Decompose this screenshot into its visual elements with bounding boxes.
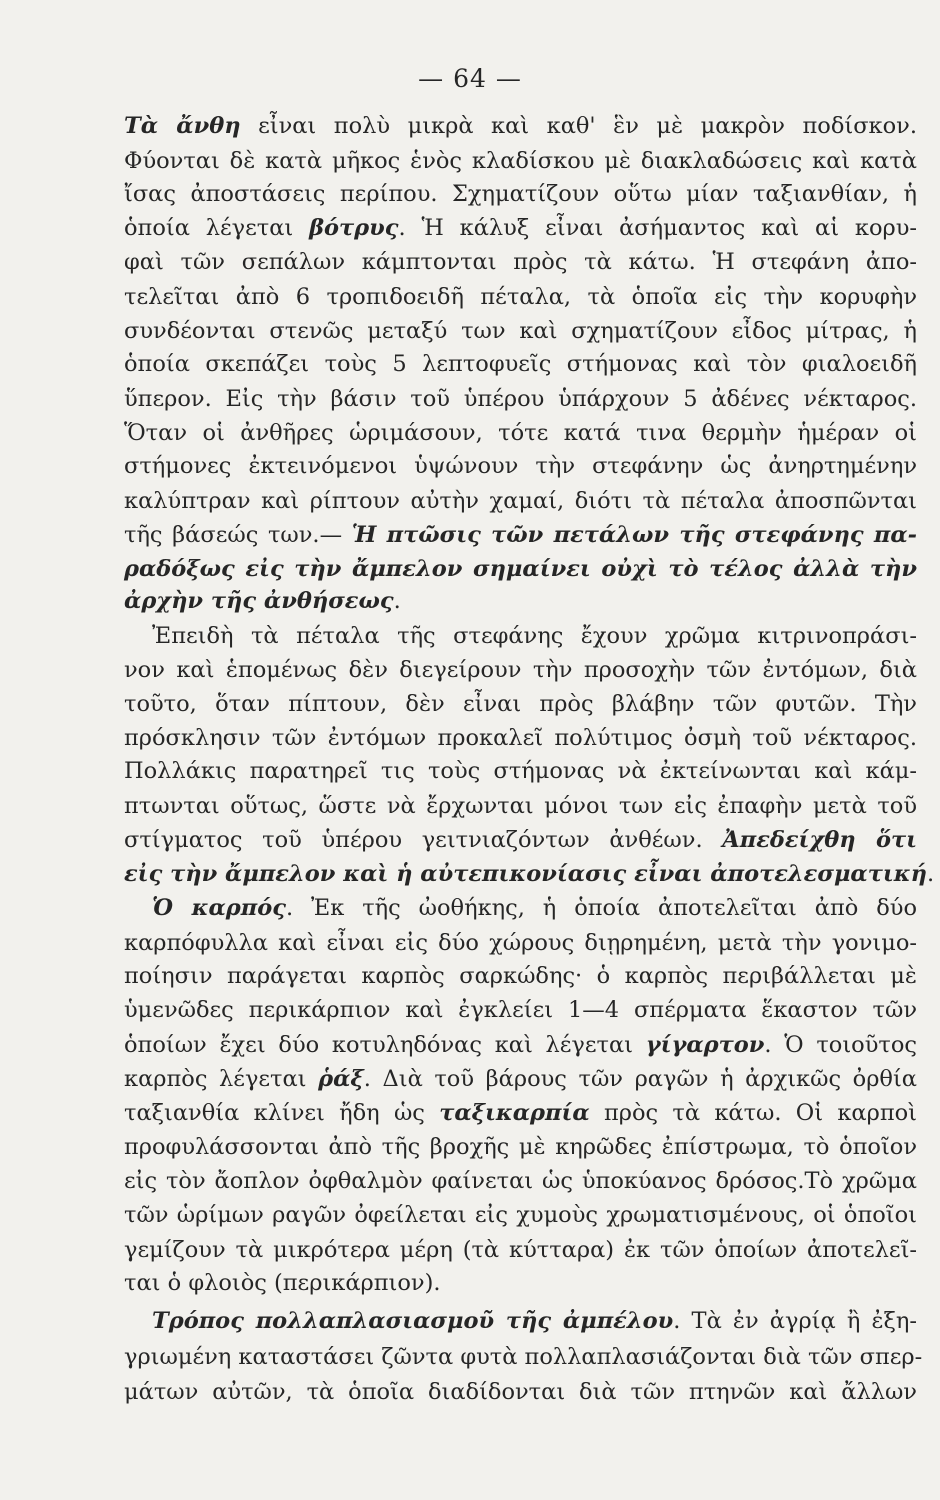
text-run: ποίησιν παράγεται καρπὸς σαρκώδης· ὁ καρπὸς περιβάλλεται μὲ bbox=[124, 963, 917, 989]
text-line bbox=[152, 622, 917, 652]
text-run: Ἐπειδὴ τὰ πέταλα τῆς στεφάνης ἔχουν χρῶμα κιτρινοπράσι- bbox=[152, 623, 917, 649]
emphasized-term: Ἀπεδείχθη ὅτι bbox=[722, 827, 917, 853]
text-run: πρόσκλησιν τῶν ἐντόμων προκαλεῖ πολύτιμος ὀσμὴ τοῦ νέκταρος. bbox=[124, 725, 917, 751]
text-run: πτωνται οὕτως, ὥστε νὰ ἔρχωνται μόνοι των εἰς ἐπαφὴν μετὰ τοῦ bbox=[124, 793, 917, 819]
text-run: καρπόφυλλα καὶ εἶναι εἰς δύο χώρους διῃρημένη, μετὰ τὴν γονιμο- bbox=[124, 930, 917, 956]
text-line bbox=[152, 1307, 917, 1337]
emphasized-term: Ὁ καρπός bbox=[152, 895, 286, 921]
text-run: τῆς βάσεώς των.— bbox=[124, 522, 352, 548]
text-line bbox=[124, 317, 917, 347]
text-run: εἰς τὸν ἄοπλον ὀφθαλμὸν φαίνεται ὡς ὑποκύανος δρόσος.Τὸ χρῶμα bbox=[124, 1168, 917, 1194]
text-line bbox=[152, 894, 917, 924]
text-line bbox=[124, 1343, 923, 1373]
emphasized-term: ἀρχὴν τῆς ἀνθήσεως bbox=[124, 588, 394, 614]
emphasized-term: ταξικαρπία bbox=[439, 1100, 590, 1126]
text-run: ταξιανθία κλίνει ἤδη ὡς bbox=[124, 1100, 440, 1126]
text-line bbox=[124, 1378, 917, 1408]
text-line bbox=[124, 1065, 917, 1095]
text-line bbox=[124, 283, 917, 313]
text-run: τῶν ὡρίμων ραγῶν ὀφείλεται εἰς χυμοὺς χρωματισμένους, οἱ ὁποῖοι bbox=[124, 1202, 917, 1228]
text-run: μάτων αὐτῶν, τὰ ὁποῖα διαδίδονται διὰ τῶν πτηνῶν καὶ ἄλλων bbox=[124, 1379, 917, 1405]
text-line bbox=[124, 385, 917, 415]
emphasized-term: βότρυς bbox=[309, 215, 399, 241]
text-line bbox=[124, 180, 917, 210]
text-line bbox=[124, 1031, 917, 1061]
text-line bbox=[124, 860, 935, 890]
text-run: . Ἐκ τῆς ὠοθήκης, ἡ ὁποία ἀποτελεῖται ἀπὸ δύο bbox=[285, 895, 917, 921]
text-run: . Ὁ τοιοῦτος bbox=[764, 1032, 917, 1058]
text-run: ὕπερον. Εἰς τὴν βάσιν τοῦ ὑπέρου ὑπάρχουν 5 ἀδένες νέκταρος. bbox=[124, 386, 917, 412]
text-line bbox=[124, 1269, 917, 1299]
text-run: εἶναι πολὺ μικρὰ καὶ καθ' ἓν μὲ μακρὸν ποδίσκον. bbox=[240, 113, 917, 139]
emphasized-term: Τρόπος πολλαπλασιασμοῦ τῆς ἀμπέλου bbox=[152, 1308, 674, 1334]
emphasized-term: ραδόξως εἰς τὴν ἄμπελον σημαίνει οὐχὶ τὸ τέλος ἀλλὰ τὴν bbox=[124, 556, 917, 582]
text-line bbox=[124, 1133, 917, 1163]
text-run: γεμίζουν τὰ μικρότερα μέρη (τὰ κύτταρα) ἐκ τῶν ὁποίων ἀποτελεῖ- bbox=[124, 1237, 917, 1263]
text-run: φαὶ τῶν σεπάλων κάμπτονται πρὸς τὰ κάτω. Ἡ στεφάνη ἀπο- bbox=[124, 249, 917, 275]
text-run: καλύπτραν καὶ ρίπτουν αὐτὴν χαμαί, διότι τὰ πέταλα ἀποσπῶνται bbox=[124, 488, 917, 514]
text-line bbox=[124, 487, 917, 517]
text-run: ὁποία σκεπάζει τοὺς 5 λεπτοφυεῖς στήμονας καὶ τὸν φιαλοειδῆ bbox=[124, 351, 917, 377]
text-line bbox=[124, 792, 917, 822]
text-line bbox=[124, 656, 917, 686]
emphasized-term: Τὰ ἄνθη bbox=[124, 113, 241, 139]
text-line bbox=[124, 1201, 917, 1231]
text-line bbox=[124, 1236, 917, 1266]
text-line bbox=[124, 419, 917, 449]
text-line bbox=[124, 996, 917, 1026]
text-run: Ὅταν οἱ ἀνθῆρες ὡριμάσουν, τότε κατά τινα θερμὴν ἡμέραν οἱ bbox=[124, 420, 917, 446]
text-line bbox=[124, 452, 917, 482]
text-line bbox=[124, 147, 917, 177]
page-number: — 64 — bbox=[418, 64, 522, 93]
text-run: νον καὶ ἑπομένως δὲν διεγείρουν τὴν προσοχὴν τῶν ἐντόμων, διὰ bbox=[124, 657, 917, 683]
text-run: . bbox=[926, 861, 935, 887]
text-run: . bbox=[393, 588, 401, 614]
text-line bbox=[124, 826, 917, 856]
text-run: ὑμενῶδες περικάρπιον καὶ ἐγκλείει 1—4 σπέρματα ἕκαστον τῶν bbox=[124, 997, 917, 1023]
emphasized-term: ῥάξ bbox=[318, 1066, 364, 1092]
text-run: στήμονες ἐκτεινόμενοι ὑψώνουν τὴν στεφάνην ὡς ἀνηρτημένην bbox=[124, 453, 917, 479]
text-line bbox=[124, 1167, 917, 1197]
emphasized-term: Ἡ πτῶσις τῶν πετάλων τῆς στεφάνης πα- bbox=[351, 522, 917, 548]
text-run: γριωμένη καταστάσει ζῶντα φυτὰ πολλαπλασιάζονται διὰ τῶν σπερ- bbox=[124, 1344, 923, 1370]
text-line bbox=[124, 214, 917, 244]
text-run: Φύονται δὲ κατὰ μῆκος ἑνὸς κλαδίσκου μὲ διακλαδώσεις καὶ κατὰ bbox=[124, 148, 917, 174]
text-run: στίγματος τοῦ ὑπέρου γειτνιαζόντων ἀνθέων. bbox=[124, 827, 723, 853]
text-line bbox=[124, 350, 917, 380]
text-run: καρπὸς λέγεται bbox=[124, 1066, 319, 1092]
text-run: πρὸς τὰ κάτω. Οἱ καρποὶ bbox=[589, 1100, 917, 1126]
emphasized-term: εἰς τὴν ἄμπελον καὶ ἡ αὐτεπικονίασις εἶναι ἀποτελεσματική bbox=[124, 861, 927, 887]
text-run: ὁποίων ἔχει δύο κοτυληδόνας καὶ λέγεται bbox=[124, 1032, 646, 1058]
text-run: . Διὰ τοῦ βάρους τῶν ραγῶν ἡ ἀρχικῶς ὀρθία bbox=[363, 1066, 917, 1092]
text-line bbox=[124, 248, 917, 278]
text-run: . Ἡ κάλυξ εἶναι ἀσήμαντος καὶ αἱ κορυ- bbox=[398, 215, 918, 241]
text-run: ἴσας ἀποστάσεις περίπου. Σχηματίζουν οὕτω μίαν ταξιανθίαν, ἡ bbox=[124, 181, 917, 207]
text-line bbox=[124, 757, 917, 787]
text-line bbox=[124, 587, 917, 617]
text-run: Πολλάκις παρατηρεῖ τις τοὺς στήμονας νὰ ἐκτείνωνται καὶ κάμ- bbox=[124, 758, 917, 784]
text-line bbox=[124, 690, 917, 720]
text-run: τοῦτο, ὅταν πίπτουν, δὲν εἶναι πρὸς βλάβην τῶν φυτῶν. Τὴν bbox=[124, 691, 917, 717]
text-line bbox=[124, 1099, 917, 1129]
text-run: . Τὰ ἐν ἀγρίᾳ ἢ ἐξη- bbox=[673, 1308, 917, 1334]
text-run: συνδέονται στενῶς μεταξύ των καὶ σχηματίζουν εἶδος μίτρας, ἡ bbox=[124, 318, 917, 344]
text-run: προφυλάσσονται ἀπὸ τῆς βροχῆς μὲ κηρῶδες ἐπίστρωμα, τὸ ὁποῖον bbox=[124, 1134, 917, 1160]
text-run: τελεῖται ἀπὸ 6 τροπιδοειδῆ πέταλα, τὰ ὁποῖα εἰς τὴν κορυφὴν bbox=[124, 284, 917, 310]
text-line bbox=[124, 962, 917, 992]
text-line bbox=[124, 521, 917, 551]
text-line bbox=[124, 724, 917, 754]
text-line bbox=[124, 929, 917, 959]
text-line bbox=[124, 555, 917, 585]
text-line bbox=[124, 112, 917, 142]
emphasized-term: γίγαρτον bbox=[645, 1032, 765, 1058]
text-run: ται ὁ φλοιὸς (περικάρπιον). bbox=[124, 1270, 441, 1296]
text-run: ὁποία λέγεται bbox=[124, 215, 310, 241]
